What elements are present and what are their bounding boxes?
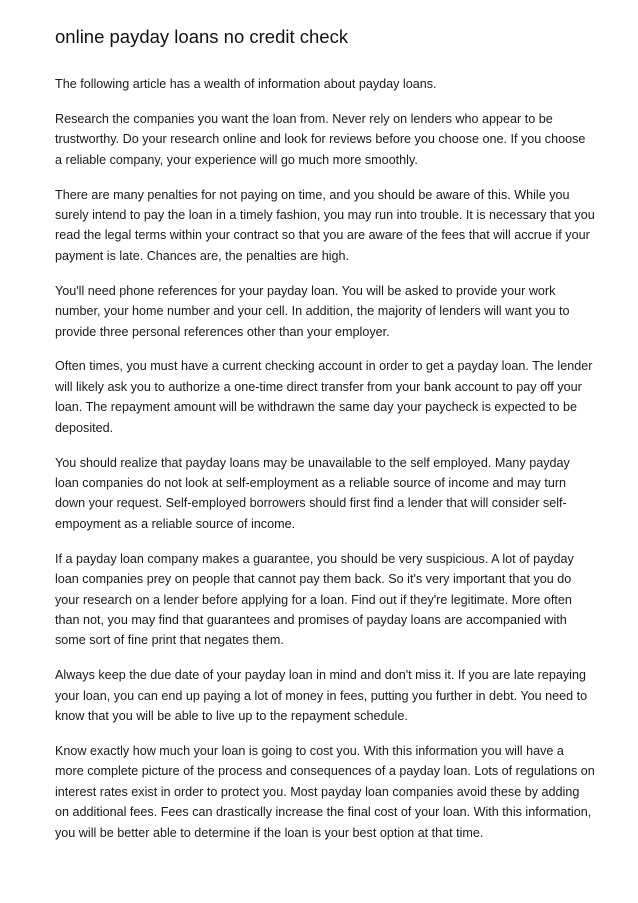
- paragraph-loan-cost: Know exactly how much your loan is going to cost you. With this information you will have a more complete picture of the process and consequences of a payday loan. Lots of regulations on interest rates exist in order to protect you. Most payday loan companies avoid these by adding on additional fees. Fees can drastically increase the final cost of your loan. With this information, you will be better able to determine if the loan is your best option at that time.: [55, 743, 595, 840]
- paragraph-checking-account: Often times, you must have a current checking account in order to get a payday loan. The lender will likely ask you to authorize a one-time direct transfer from your bank account to pay off your loan. The repayment amount will be withdrawn the same day your paycheck is expected to be deposited.: [55, 359, 593, 435]
- paragraph-self-employed: You should realize that payday loans may be unavailable to the self employed. Many payday loan companies do not look at self-employment as a reliable source of income and may turn down your request. Self-employed borrowers should first find a lender that will consider self-empoyment as a reliable source of income.: [55, 455, 570, 531]
- document-title: online payday loans no credit check: [55, 26, 349, 47]
- paragraph-due-date: Always keep the due date of your payday loan in mind and don't miss it. If you are late repaying your loan, you can end up paying a lot of money in fees, putting you further in debt. You need to know that you will be able to live up to the repayment schedule.: [55, 668, 588, 724]
- paragraph-intro: The following article has a wealth of information about payday loans.: [55, 77, 437, 91]
- paragraph-phone-references: You'll need phone references for your payday loan. You will be asked to provide your work number, your home number and your cell. In addition, the majority of lenders will want you to provide three personal references other than your employer.: [55, 283, 570, 339]
- document-page: [55, 25, 595, 858]
- paragraph-penalties: There are many penalties for not paying on time, and you should be aware of this. While you surely intend to pay the loan in a timely fashion, you may run into trouble. It is necessary that you read the legal terms within your contract so that you are aware of the fees that will accrue if your payment is late. Chances are, the penalties are high.: [55, 187, 595, 263]
- paragraph-guarantee: If a payday loan company makes a guarantee, you should be very suspicious. A lot of payday loan companies prey on people that cannot pay them back. So it's very important that you do your research on a lender before applying for a loan. Find out if they're legitimate. More often than not, you may find that guarantees and promises of payday loans are accompanied with some sort of fine print that negates them.: [55, 551, 574, 648]
- paragraph-research-companies: Research the companies you want the loan from. Never rely on lenders who appear to be trustworthy. Do your research online and look for reviews before you choose one. If you choose a reliable company, your experience will go much more smoothly.: [55, 111, 586, 167]
